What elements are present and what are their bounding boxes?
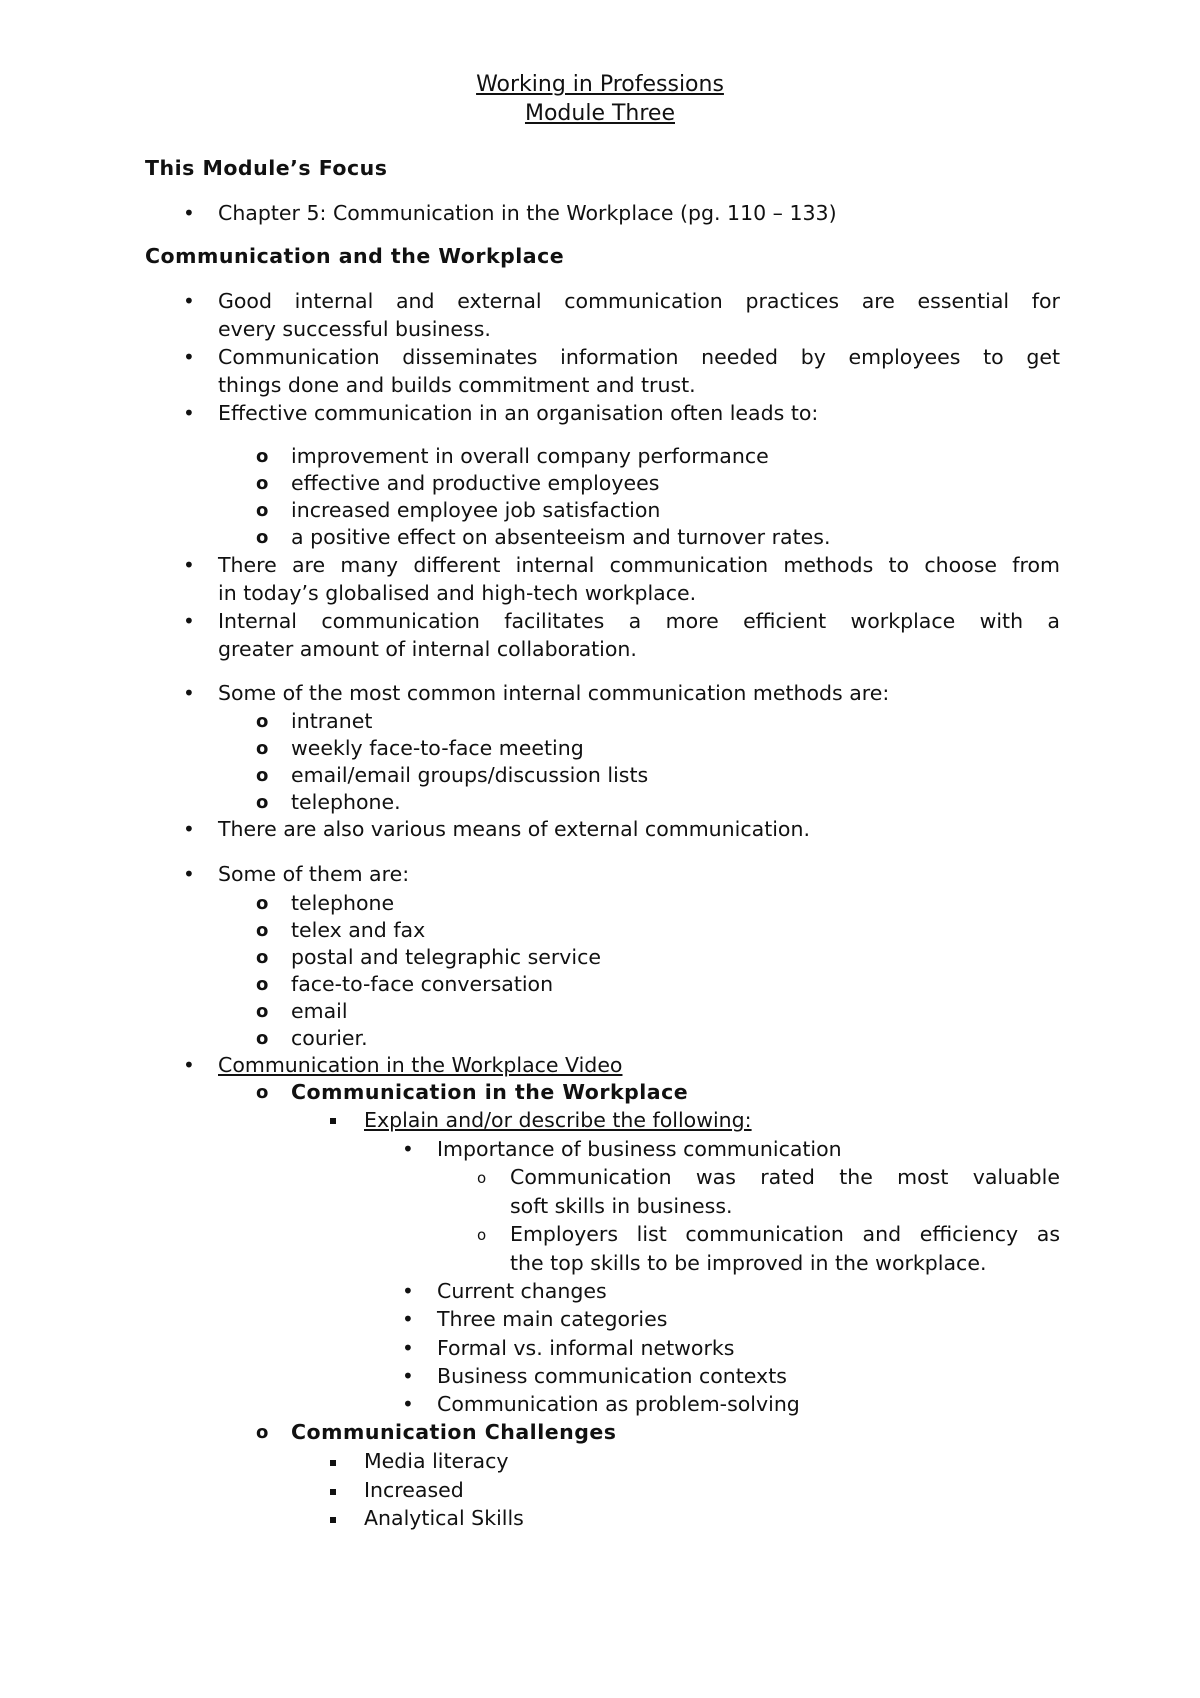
sub-bullet-icon: o xyxy=(256,947,269,968)
bullet-icon: • xyxy=(402,1307,414,1331)
paragraph-line: Effective communication in an organisation often leads to: xyxy=(218,401,819,425)
list-item: weekly face-to-face meeting xyxy=(291,736,584,760)
list-item: a positive effect on absenteeism and turnover rates. xyxy=(291,525,831,549)
bullet-icon: • xyxy=(183,862,195,886)
bullet-icon: • xyxy=(183,345,195,369)
paragraph-line: the top skills to be improved in the workplace. xyxy=(510,1251,987,1275)
square-bullet-icon xyxy=(330,1489,336,1495)
bullet-icon: • xyxy=(183,553,195,577)
paragraph-line: There are also various means of external communication. xyxy=(218,817,810,841)
paragraph-line: every successful business. xyxy=(218,317,491,341)
paragraph-line: There are many different internal communication methods to choose from xyxy=(218,553,1060,577)
video-link[interactable]: Communication in the Workplace Video xyxy=(218,1053,623,1077)
sub-bullet-icon: o xyxy=(256,473,269,494)
list-item: increased employee job satisfaction xyxy=(291,498,661,522)
paragraph-line: greater amount of internal collaboration. xyxy=(218,637,637,661)
list-item: email/email groups/discussion lists xyxy=(291,763,649,787)
section-heading: Communication and the Workplace xyxy=(145,244,565,268)
bullet-icon: • xyxy=(402,1364,414,1388)
sub-bullet-icon: o xyxy=(256,1001,269,1022)
list-item: improvement in overall company performance xyxy=(291,444,769,468)
list-item: Current changes xyxy=(437,1279,607,1303)
sub-bullet-icon: o xyxy=(256,738,269,759)
subsection-heading: Communication Challenges xyxy=(291,1420,617,1444)
paragraph-line: Communication disseminates information needed by employees to get xyxy=(218,345,1060,369)
sub-bullet-icon: o xyxy=(256,792,269,813)
list-item: telephone. xyxy=(291,790,401,814)
sub-bullet-icon: o xyxy=(256,711,269,732)
paragraph-line: Some of the most common internal communication methods are: xyxy=(218,681,890,705)
list-item: Communication as problem-solving xyxy=(437,1392,800,1416)
document-title: Working in Professions xyxy=(476,72,724,97)
sub-bullet-icon: o xyxy=(256,500,269,521)
focus-item: Chapter 5: Communication in the Workplace (pg. 110 – 133) xyxy=(218,201,837,225)
list-item: postal and telegraphic service xyxy=(291,945,602,969)
sub-bullet-icon: o xyxy=(256,527,269,548)
sub-bullet-icon: o xyxy=(256,446,269,467)
sub-bullet-icon: o xyxy=(477,1169,487,1187)
bullet-icon: • xyxy=(183,681,195,705)
list-item: telex and fax xyxy=(291,918,426,942)
list-item: face-to-face conversation xyxy=(291,972,554,996)
sub-bullet-icon: o xyxy=(256,1422,269,1443)
list-item: effective and productive employees xyxy=(291,471,660,495)
paragraph-line: Good internal and external communication practices are essential for xyxy=(218,289,1060,313)
bullet-icon: • xyxy=(183,201,195,225)
list-item: telephone xyxy=(291,891,395,915)
focus-heading: This Module’s Focus xyxy=(145,156,388,180)
list-item: Business communication contexts xyxy=(437,1364,787,1388)
list-item: email xyxy=(291,999,348,1023)
square-bullet-icon xyxy=(330,1517,336,1523)
paragraph-line: in today’s globalised and high-tech workplace. xyxy=(218,581,697,605)
bullet-icon: • xyxy=(402,1392,414,1416)
explain-label: Explain and/or describe the following: xyxy=(364,1108,752,1132)
list-item: Increased xyxy=(364,1478,464,1502)
bullet-icon: • xyxy=(183,609,195,633)
bullet-icon: • xyxy=(183,289,195,313)
sub-bullet-icon: o xyxy=(256,1028,269,1049)
bullet-icon: • xyxy=(402,1336,414,1360)
paragraph-line: Communication was rated the most valuable xyxy=(510,1165,1060,1189)
sub-bullet-icon: o xyxy=(256,920,269,941)
paragraph-line: Some of them are: xyxy=(218,862,410,886)
bullet-icon: • xyxy=(402,1279,414,1303)
sub-bullet-icon: o xyxy=(256,765,269,786)
paragraph-line: Employers list communication and efficiency as xyxy=(510,1222,1060,1246)
list-item: intranet xyxy=(291,709,373,733)
subsection-heading: Communication in the Workplace xyxy=(291,1080,689,1104)
list-item: Formal vs. informal networks xyxy=(437,1336,735,1360)
bullet-icon: • xyxy=(183,817,195,841)
list-item: Analytical Skills xyxy=(364,1506,524,1530)
list-item: Importance of business communication xyxy=(437,1137,842,1161)
bullet-icon: • xyxy=(183,1053,195,1077)
paragraph-line: things done and builds commitment and trust. xyxy=(218,373,696,397)
sub-bullet-icon: o xyxy=(477,1226,487,1244)
paragraph-line: Internal communication facilitates a more efficient workplace with a xyxy=(218,609,1060,633)
sub-bullet-icon: o xyxy=(256,974,269,995)
bullet-icon: • xyxy=(183,401,195,425)
list-item: Three main categories xyxy=(437,1307,668,1331)
square-bullet-icon xyxy=(330,1460,336,1466)
list-item: Media literacy xyxy=(364,1449,509,1473)
sub-bullet-icon: o xyxy=(256,893,269,914)
bullet-icon: • xyxy=(402,1137,414,1161)
list-item: courier. xyxy=(291,1026,368,1050)
square-bullet-icon xyxy=(330,1118,336,1124)
sub-bullet-icon: o xyxy=(256,1082,269,1103)
document-subtitle: Module Three xyxy=(524,101,675,126)
paragraph-line: soft skills in business. xyxy=(510,1194,733,1218)
